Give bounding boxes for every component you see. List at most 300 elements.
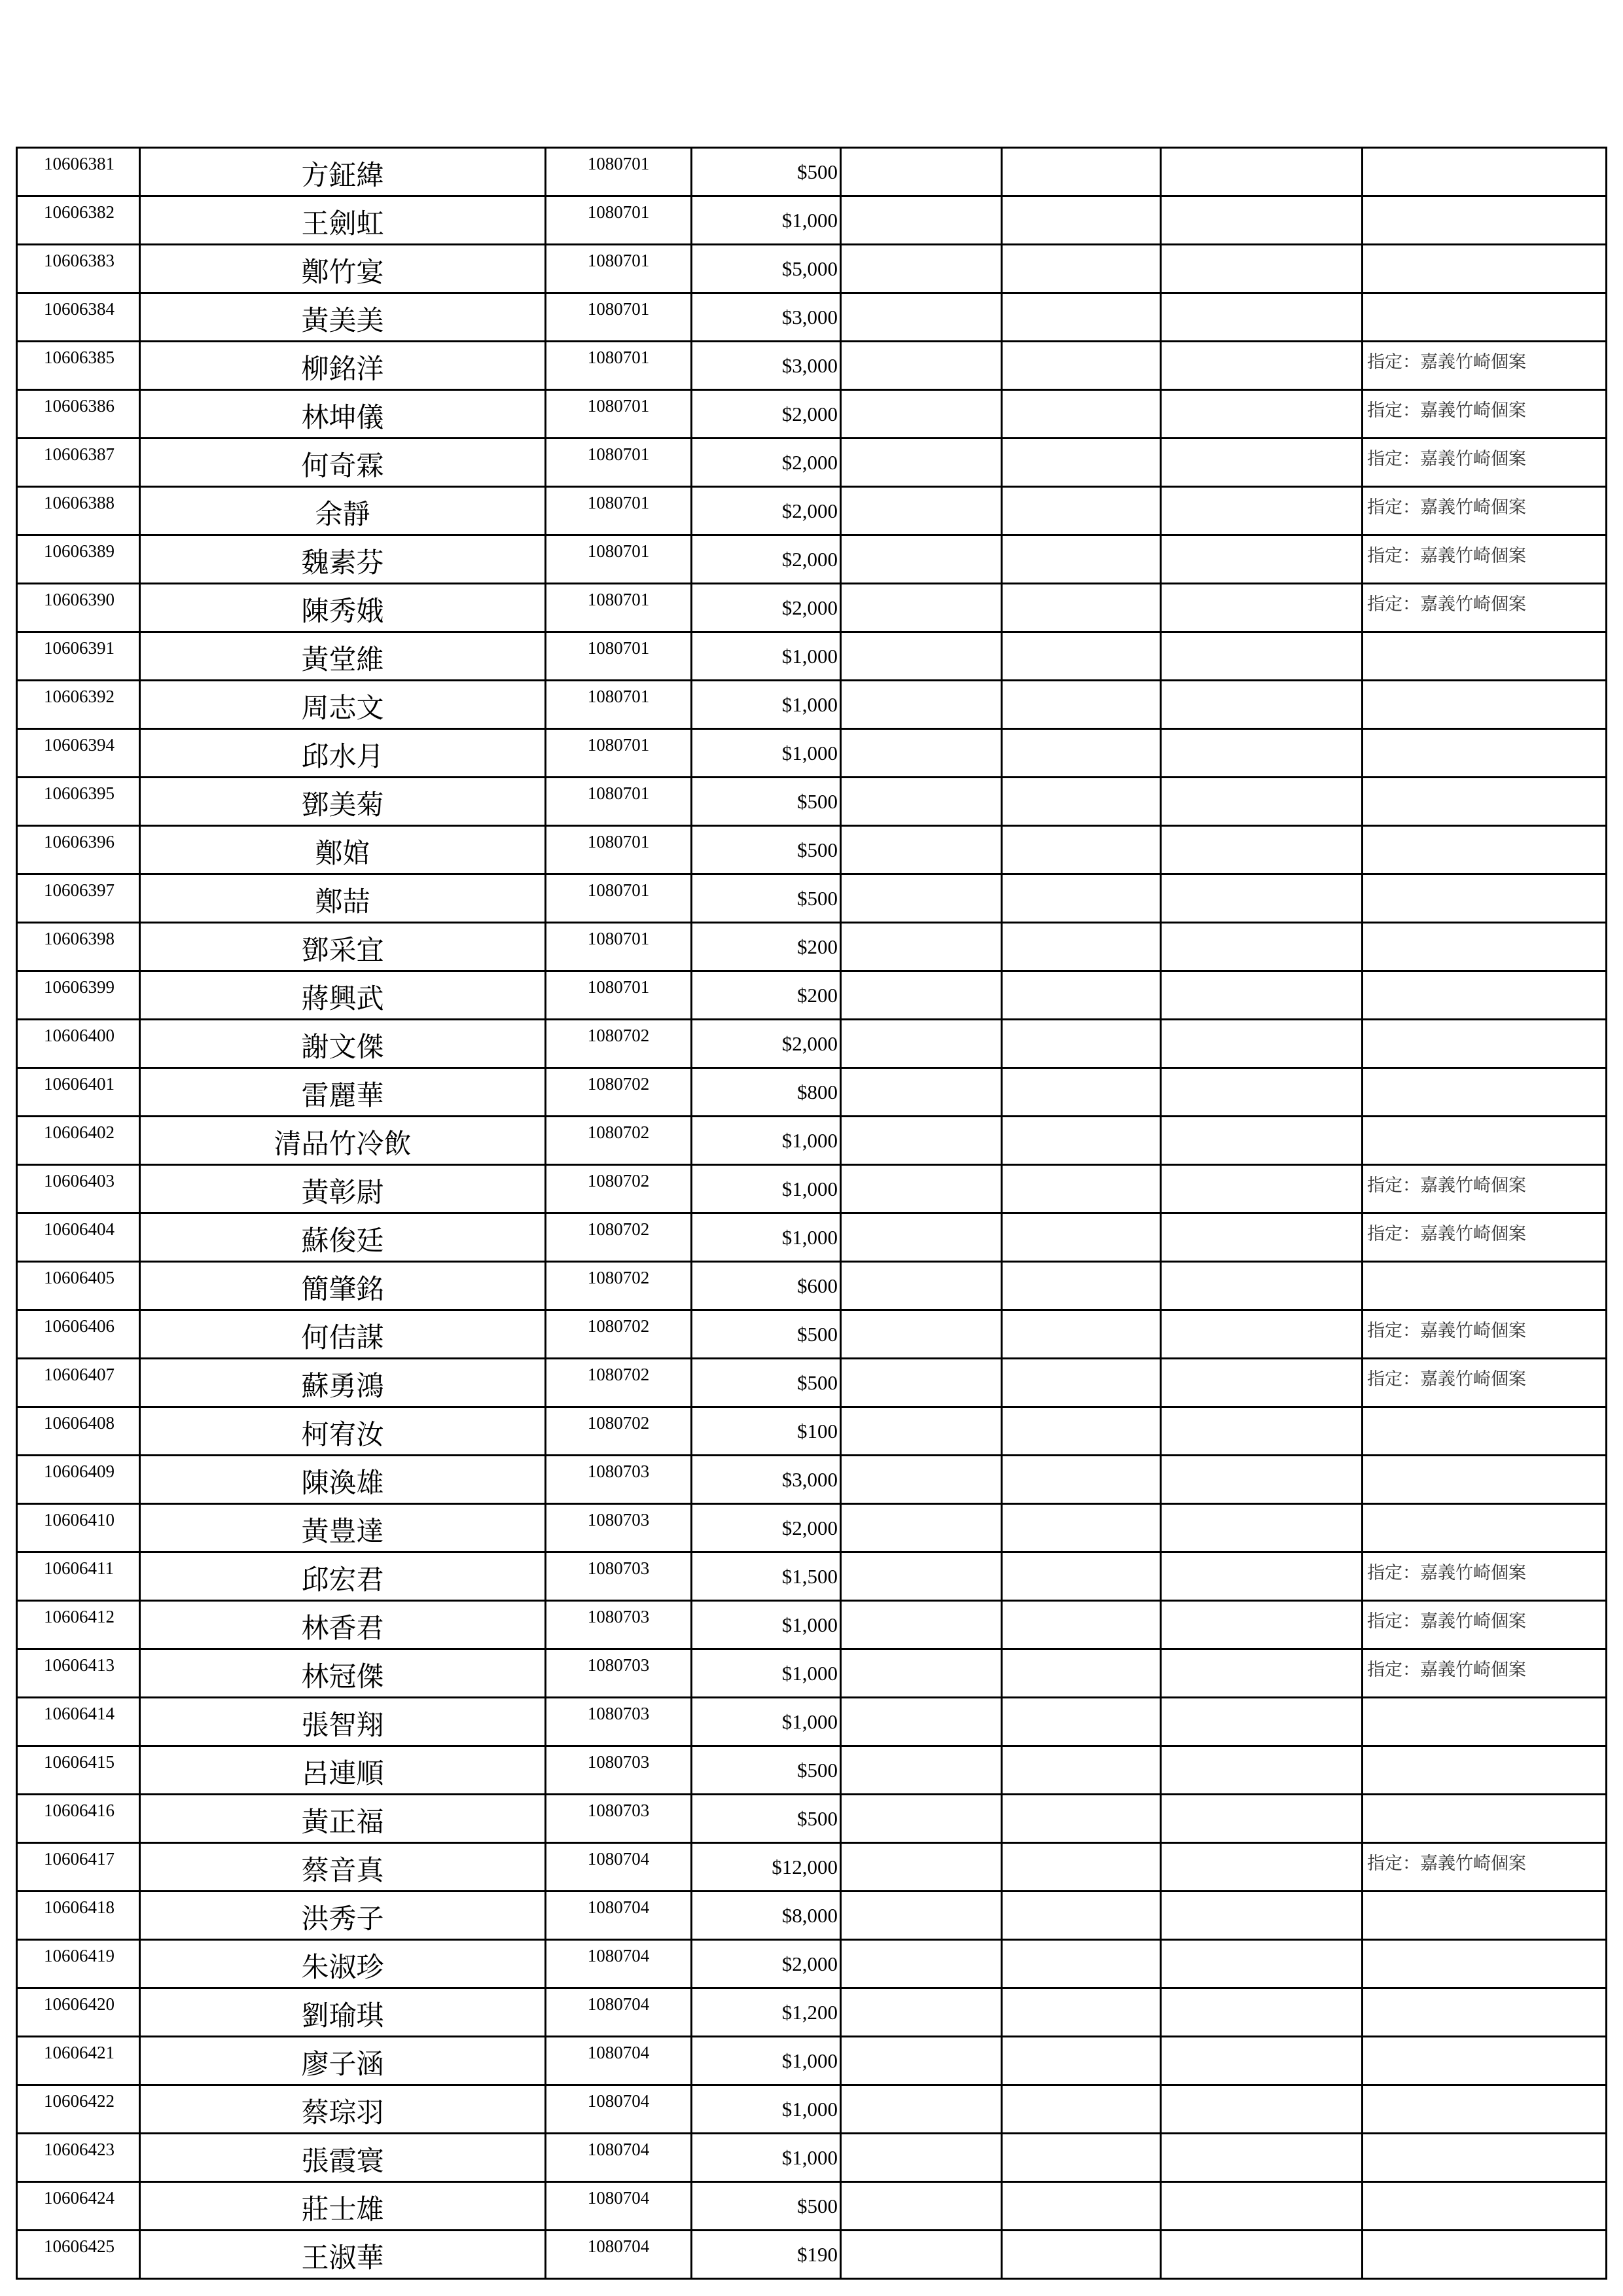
amount-cell: $1,000 [692, 196, 841, 245]
note-cell [1363, 1795, 1607, 1843]
note-cell: 指定：嘉義竹崎個案 [1363, 1165, 1607, 1213]
note-cell: 指定：嘉義竹崎個案 [1363, 439, 1607, 487]
note-cell [1363, 729, 1607, 778]
donor-name-cell: 柯宥汝 [140, 1407, 546, 1456]
table-row [17, 632, 1607, 681]
table-row [17, 148, 1607, 196]
date-cell: 1080701 [546, 439, 692, 487]
amount-cell: $2,000 [692, 584, 841, 632]
table-row [17, 1504, 1607, 1552]
empty-cell [841, 1601, 1002, 1649]
empty-cell [1002, 874, 1161, 923]
donor-name-cell: 何奇霖 [140, 439, 546, 487]
table-row [17, 1988, 1607, 2037]
date-cell: 1080701 [546, 342, 692, 390]
empty-cell [1161, 874, 1363, 923]
note-cell [1363, 1746, 1607, 1795]
empty-cell [1161, 2134, 1363, 2182]
note-cell [1363, 681, 1607, 729]
date-cell: 1080704 [546, 1843, 692, 1892]
receipt-id-cell: 10606425 [17, 2231, 140, 2279]
date-cell: 1080704 [546, 2182, 692, 2231]
receipt-id-cell: 10606399 [17, 971, 140, 1020]
empty-cell [841, 439, 1002, 487]
empty-cell [1002, 439, 1161, 487]
empty-cell [841, 2231, 1002, 2279]
table-row [17, 2085, 1607, 2134]
empty-cell [841, 1117, 1002, 1165]
date-cell: 1080701 [546, 487, 692, 535]
empty-cell [841, 196, 1002, 245]
note-cell [1363, 1988, 1607, 2037]
donor-name-cell: 清品竹冷飲 [140, 1117, 546, 1165]
amount-cell: $1,000 [692, 2037, 841, 2085]
note-cell: 指定：嘉義竹崎個案 [1363, 487, 1607, 535]
note-cell [1363, 1504, 1607, 1552]
empty-cell [841, 1988, 1002, 2037]
donor-name-cell: 陳渙雄 [140, 1456, 546, 1504]
empty-cell [841, 2037, 1002, 2085]
note-cell [1363, 1262, 1607, 1310]
note-cell [1363, 971, 1607, 1020]
note-cell [1363, 778, 1607, 826]
receipt-id-cell: 10606400 [17, 1020, 140, 1068]
receipt-id-cell: 10606418 [17, 1892, 140, 1940]
donor-name-cell: 鄭婠 [140, 826, 546, 874]
empty-cell [1161, 971, 1363, 1020]
receipt-id-cell: 10606421 [17, 2037, 140, 2085]
empty-cell [1161, 1407, 1363, 1456]
receipt-id-cell: 10606391 [17, 632, 140, 681]
empty-cell [1161, 1649, 1363, 1698]
table-row [17, 196, 1607, 245]
donor-name-cell: 簡肇銘 [140, 1262, 546, 1310]
empty-cell [1002, 1746, 1161, 1795]
empty-cell [1161, 439, 1363, 487]
note-cell [1363, 923, 1607, 971]
date-cell: 1080704 [546, 1988, 692, 2037]
note-cell [1363, 1117, 1607, 1165]
table-row [17, 874, 1607, 923]
empty-cell [1002, 1456, 1161, 1504]
receipt-id-cell: 10606411 [17, 1552, 140, 1601]
donation-table-body [17, 148, 1607, 2279]
empty-cell [841, 1698, 1002, 1746]
note-cell [1363, 1892, 1607, 1940]
amount-cell: $1,000 [692, 2134, 841, 2182]
table-row [17, 1359, 1607, 1407]
amount-cell: $1,000 [692, 1649, 841, 1698]
receipt-id-cell: 10606419 [17, 1940, 140, 1988]
date-cell: 1080701 [546, 874, 692, 923]
amount-cell: $5,000 [692, 245, 841, 293]
empty-cell [841, 390, 1002, 439]
empty-cell [1002, 148, 1161, 196]
amount-cell: $200 [692, 923, 841, 971]
amount-cell: $2,000 [692, 390, 841, 439]
table-row [17, 245, 1607, 293]
donor-name-cell: 呂連順 [140, 1746, 546, 1795]
empty-cell [1002, 1649, 1161, 1698]
date-cell: 1080702 [546, 1068, 692, 1117]
table-row [17, 1601, 1607, 1649]
receipt-id-cell: 10606424 [17, 2182, 140, 2231]
empty-cell [1002, 1020, 1161, 1068]
amount-cell: $1,500 [692, 1552, 841, 1601]
receipt-id-cell: 10606423 [17, 2134, 140, 2182]
table-row [17, 1892, 1607, 1940]
empty-cell [841, 148, 1002, 196]
empty-cell [1161, 535, 1363, 584]
table-row [17, 1262, 1607, 1310]
receipt-id-cell: 10606406 [17, 1310, 140, 1359]
empty-cell [1002, 1068, 1161, 1117]
amount-cell: $1,000 [692, 1165, 841, 1213]
empty-cell [1161, 584, 1363, 632]
empty-cell [1161, 681, 1363, 729]
donor-name-cell: 鄭喆 [140, 874, 546, 923]
empty-cell [1002, 293, 1161, 342]
empty-cell [1002, 1892, 1161, 1940]
amount-cell: $1,000 [692, 1117, 841, 1165]
amount-cell: $1,200 [692, 1988, 841, 2037]
note-cell [1363, 196, 1607, 245]
donor-name-cell: 張智翔 [140, 1698, 546, 1746]
table-row [17, 923, 1607, 971]
note-cell [1363, 826, 1607, 874]
donor-name-cell: 鄧采宜 [140, 923, 546, 971]
amount-cell: $1,000 [692, 2085, 841, 2134]
empty-cell [1002, 1310, 1161, 1359]
empty-cell [1002, 535, 1161, 584]
donor-name-cell: 林坤儀 [140, 390, 546, 439]
amount-cell: $500 [692, 826, 841, 874]
empty-cell [841, 778, 1002, 826]
amount-cell: $3,000 [692, 293, 841, 342]
amount-cell: $500 [692, 1310, 841, 1359]
empty-cell [841, 2085, 1002, 2134]
empty-cell [1161, 1165, 1363, 1213]
date-cell: 1080703 [546, 1456, 692, 1504]
empty-cell [841, 1746, 1002, 1795]
receipt-id-cell: 10606408 [17, 1407, 140, 1456]
table-row [17, 1068, 1607, 1117]
empty-cell [1161, 1117, 1363, 1165]
empty-cell [1002, 632, 1161, 681]
empty-cell [1002, 1117, 1161, 1165]
note-cell: 指定：嘉義竹崎個案 [1363, 1213, 1607, 1262]
empty-cell [1002, 487, 1161, 535]
receipt-id-cell: 10606413 [17, 1649, 140, 1698]
empty-cell [1161, 2085, 1363, 2134]
donor-name-cell: 蘇俊廷 [140, 1213, 546, 1262]
donor-name-cell: 黃美美 [140, 293, 546, 342]
empty-cell [841, 245, 1002, 293]
empty-cell [1161, 1020, 1363, 1068]
empty-cell [1161, 1988, 1363, 2037]
donor-name-cell: 廖子涵 [140, 2037, 546, 2085]
receipt-id-cell: 10606384 [17, 293, 140, 342]
table-row [17, 342, 1607, 390]
empty-cell [1161, 2231, 1363, 2279]
note-cell: 指定：嘉義竹崎個案 [1363, 1649, 1607, 1698]
empty-cell [841, 1892, 1002, 1940]
date-cell: 1080701 [546, 535, 692, 584]
table-row [17, 778, 1607, 826]
date-cell: 1080701 [546, 148, 692, 196]
amount-cell: $500 [692, 1359, 841, 1407]
empty-cell [1161, 390, 1363, 439]
donor-name-cell: 謝文傑 [140, 1020, 546, 1068]
note-cell [1363, 2037, 1607, 2085]
empty-cell [1002, 729, 1161, 778]
table-row [17, 1165, 1607, 1213]
empty-cell [1161, 1262, 1363, 1310]
empty-cell [1161, 1746, 1363, 1795]
receipt-id-cell: 10606416 [17, 1795, 140, 1843]
empty-cell [841, 293, 1002, 342]
donor-name-cell: 邱宏君 [140, 1552, 546, 1601]
table-row [17, 1310, 1607, 1359]
table-row [17, 1746, 1607, 1795]
note-cell [1363, 148, 1607, 196]
note-cell: 指定：嘉義竹崎個案 [1363, 1310, 1607, 1359]
amount-cell: $800 [692, 1068, 841, 1117]
empty-cell [1002, 826, 1161, 874]
amount-cell: $500 [692, 148, 841, 196]
donor-name-cell: 柳銘洋 [140, 342, 546, 390]
donor-name-cell: 林香君 [140, 1601, 546, 1649]
empty-cell [1002, 1359, 1161, 1407]
table-row [17, 1940, 1607, 1988]
empty-cell [1002, 2182, 1161, 2231]
empty-cell [841, 1940, 1002, 1988]
receipt-id-cell: 10606392 [17, 681, 140, 729]
note-cell [1363, 874, 1607, 923]
empty-cell [841, 1407, 1002, 1456]
donor-name-cell: 蔡琮羽 [140, 2085, 546, 2134]
empty-cell [841, 826, 1002, 874]
donor-name-cell: 黃正福 [140, 1795, 546, 1843]
empty-cell [1002, 245, 1161, 293]
empty-cell [1161, 1213, 1363, 1262]
date-cell: 1080701 [546, 681, 692, 729]
empty-cell [1161, 342, 1363, 390]
empty-cell [841, 1649, 1002, 1698]
table-row [17, 487, 1607, 535]
empty-cell [1161, 1068, 1363, 1117]
date-cell: 1080701 [546, 729, 692, 778]
note-cell [1363, 1407, 1607, 1456]
receipt-id-cell: 10606397 [17, 874, 140, 923]
date-cell: 1080703 [546, 1795, 692, 1843]
empty-cell [1002, 1843, 1161, 1892]
amount-cell: $1,000 [692, 632, 841, 681]
empty-cell [841, 1456, 1002, 1504]
note-cell [1363, 1020, 1607, 1068]
receipt-id-cell: 10606387 [17, 439, 140, 487]
table-row [17, 2231, 1607, 2279]
table-row [17, 1552, 1607, 1601]
date-cell: 1080703 [546, 1504, 692, 1552]
empty-cell [841, 874, 1002, 923]
receipt-id-cell: 10606396 [17, 826, 140, 874]
table-row [17, 1649, 1607, 1698]
amount-cell: $500 [692, 1795, 841, 1843]
empty-cell [1002, 778, 1161, 826]
empty-cell [1002, 1940, 1161, 1988]
empty-cell [1161, 196, 1363, 245]
donor-name-cell: 陳秀娥 [140, 584, 546, 632]
receipt-id-cell: 10606414 [17, 1698, 140, 1746]
amount-cell: $600 [692, 1262, 841, 1310]
empty-cell [1161, 1310, 1363, 1359]
note-cell: 指定：嘉義竹崎個案 [1363, 390, 1607, 439]
receipt-id-cell: 10606395 [17, 778, 140, 826]
empty-cell [1161, 1601, 1363, 1649]
donor-name-cell: 鄭竹宴 [140, 245, 546, 293]
donor-name-cell: 劉瑜琪 [140, 1988, 546, 2037]
table-row [17, 2182, 1607, 2231]
empty-cell [841, 923, 1002, 971]
note-cell: 指定：嘉義竹崎個案 [1363, 584, 1607, 632]
date-cell: 1080702 [546, 1213, 692, 1262]
date-cell: 1080703 [546, 1649, 692, 1698]
note-cell [1363, 2182, 1607, 2231]
empty-cell [1161, 2037, 1363, 2085]
donor-name-cell: 魏素芬 [140, 535, 546, 584]
empty-cell [1002, 1988, 1161, 2037]
amount-cell: $12,000 [692, 1843, 841, 1892]
empty-cell [1002, 1601, 1161, 1649]
empty-cell [1161, 148, 1363, 196]
empty-cell [841, 729, 1002, 778]
receipt-id-cell: 10606390 [17, 584, 140, 632]
receipt-id-cell: 10606398 [17, 923, 140, 971]
date-cell: 1080704 [546, 1940, 692, 1988]
amount-cell: $500 [692, 2182, 841, 2231]
amount-cell: $190 [692, 2231, 841, 2279]
table-row [17, 390, 1607, 439]
table-row [17, 971, 1607, 1020]
table-row [17, 1117, 1607, 1165]
donor-name-cell: 莊士雄 [140, 2182, 546, 2231]
donor-name-cell: 黃豊達 [140, 1504, 546, 1552]
empty-cell [841, 2182, 1002, 2231]
amount-cell: $2,000 [692, 1020, 841, 1068]
date-cell: 1080704 [546, 2134, 692, 2182]
empty-cell [1161, 1552, 1363, 1601]
date-cell: 1080702 [546, 1165, 692, 1213]
empty-cell [1002, 2231, 1161, 2279]
table-row [17, 1795, 1607, 1843]
empty-cell [841, 971, 1002, 1020]
note-cell [1363, 2085, 1607, 2134]
donor-name-cell: 朱淑珍 [140, 1940, 546, 1988]
date-cell: 1080704 [546, 2085, 692, 2134]
receipt-id-cell: 10606403 [17, 1165, 140, 1213]
donor-name-cell: 黃彰尉 [140, 1165, 546, 1213]
amount-cell: $2,000 [692, 535, 841, 584]
receipt-id-cell: 10606385 [17, 342, 140, 390]
amount-cell: $1,000 [692, 1213, 841, 1262]
donor-name-cell: 黃堂維 [140, 632, 546, 681]
amount-cell: $1,000 [692, 1601, 841, 1649]
receipt-id-cell: 10606388 [17, 487, 140, 535]
receipt-id-cell: 10606405 [17, 1262, 140, 1310]
receipt-id-cell: 10606410 [17, 1504, 140, 1552]
empty-cell [841, 1165, 1002, 1213]
date-cell: 1080702 [546, 1407, 692, 1456]
amount-cell: $2,000 [692, 439, 841, 487]
amount-cell: $100 [692, 1407, 841, 1456]
table-row [17, 535, 1607, 584]
table-row [17, 439, 1607, 487]
empty-cell [841, 1843, 1002, 1892]
table-row [17, 1020, 1607, 1068]
empty-cell [1002, 1213, 1161, 1262]
empty-cell [841, 535, 1002, 584]
empty-cell [1161, 923, 1363, 971]
receipt-id-cell: 10606417 [17, 1843, 140, 1892]
donor-name-cell: 鄧美菊 [140, 778, 546, 826]
date-cell: 1080701 [546, 390, 692, 439]
receipt-id-cell: 10606422 [17, 2085, 140, 2134]
table-row [17, 1843, 1607, 1892]
amount-cell: $1,000 [692, 681, 841, 729]
empty-cell [1002, 2134, 1161, 2182]
receipt-id-cell: 10606409 [17, 1456, 140, 1504]
date-cell: 1080704 [546, 1892, 692, 1940]
date-cell: 1080701 [546, 584, 692, 632]
note-cell [1363, 1456, 1607, 1504]
donor-name-cell: 洪秀子 [140, 1892, 546, 1940]
empty-cell [1161, 1892, 1363, 1940]
amount-cell: $500 [692, 778, 841, 826]
amount-cell: $3,000 [692, 342, 841, 390]
receipt-id-cell: 10606381 [17, 148, 140, 196]
empty-cell [841, 1020, 1002, 1068]
empty-cell [1161, 1843, 1363, 1892]
empty-cell [1161, 2182, 1363, 2231]
date-cell: 1080701 [546, 923, 692, 971]
amount-cell: $3,000 [692, 1456, 841, 1504]
receipt-id-cell: 10606389 [17, 535, 140, 584]
receipt-id-cell: 10606420 [17, 1988, 140, 2037]
empty-cell [1002, 1165, 1161, 1213]
donor-name-cell: 余靜 [140, 487, 546, 535]
note-cell [1363, 2231, 1607, 2279]
empty-cell [1161, 1698, 1363, 1746]
amount-cell: $2,000 [692, 487, 841, 535]
donor-name-cell: 王淑華 [140, 2231, 546, 2279]
amount-cell: $1,000 [692, 729, 841, 778]
empty-cell [1161, 245, 1363, 293]
note-cell [1363, 2134, 1607, 2182]
empty-cell [1002, 1504, 1161, 1552]
amount-cell: $500 [692, 874, 841, 923]
date-cell: 1080701 [546, 632, 692, 681]
empty-cell [1161, 1456, 1363, 1504]
table-row [17, 826, 1607, 874]
table-row [17, 1213, 1607, 1262]
empty-cell [841, 1213, 1002, 1262]
empty-cell [841, 1552, 1002, 1601]
empty-cell [841, 2134, 1002, 2182]
empty-cell [1002, 2085, 1161, 2134]
date-cell: 1080702 [546, 1310, 692, 1359]
empty-cell [1161, 1359, 1363, 1407]
